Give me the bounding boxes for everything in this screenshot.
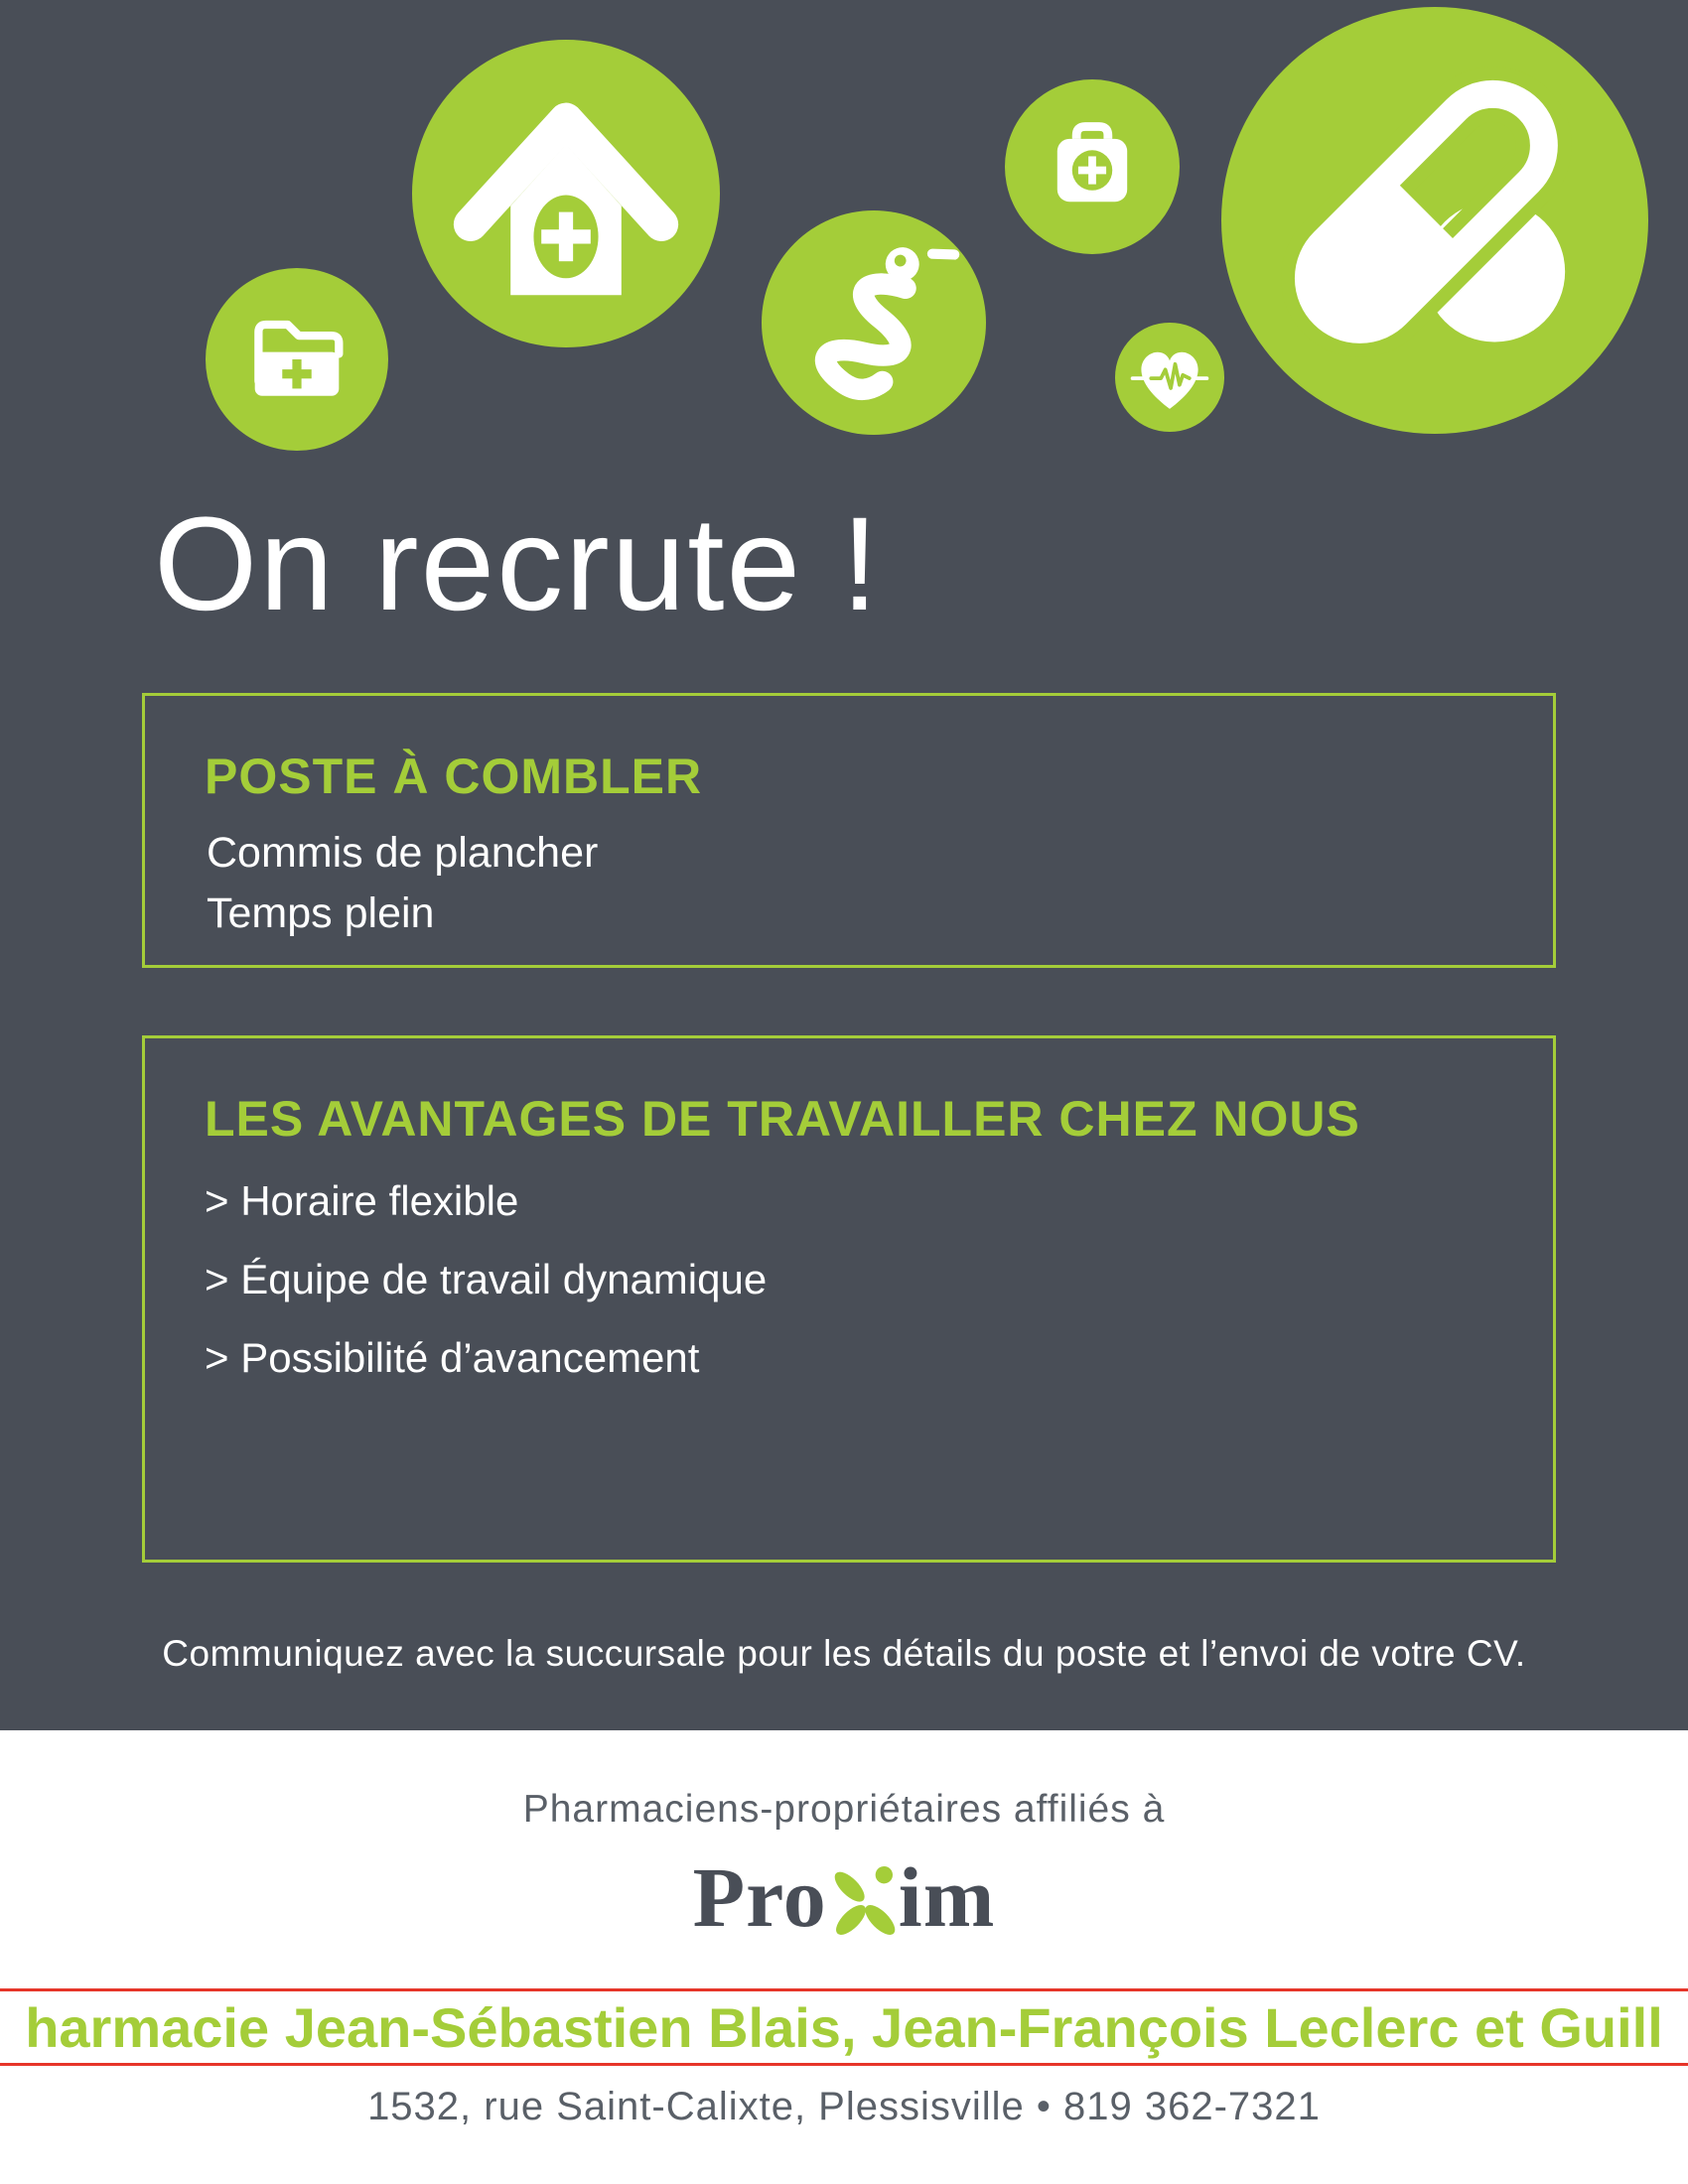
folder-plus-icon	[206, 268, 388, 451]
avantages-list	[205, 1177, 767, 1413]
avantage-item: > Possibilité d’avancement	[205, 1334, 700, 1381]
affiliation-text: Pharmaciens-propriétaires affiliés à	[522, 1788, 1166, 1831]
poste-box-lines	[207, 823, 598, 944]
capsule-pill-icon	[1221, 7, 1648, 434]
avantages-box	[142, 1035, 1556, 1563]
proxim-x-icon	[823, 1856, 903, 1936]
avantage-item: > Équipe de travail dynamique	[205, 1256, 768, 1302]
pharmacy-name-banner	[0, 1988, 1688, 2066]
poste-box-heading: POSTE À COMBLER	[205, 749, 703, 804]
caduceus-icon	[762, 210, 986, 435]
proxim-logo-post: im	[898, 1849, 996, 1945]
poste-line: Temps plein	[207, 889, 435, 937]
avantages-box-heading: LES AVANTAGES DE TRAVAILLER CHEZ NOUS	[205, 1091, 1360, 1147]
first-aid-kit-icon	[1005, 79, 1180, 254]
heartbeat-icon	[1115, 323, 1224, 432]
avantage-item: > Horaire flexible	[205, 1177, 519, 1224]
proxim-logo	[0, 1847, 1688, 1947]
page-title: On recrute !	[154, 490, 881, 638]
pharmacy-name: harmacie Jean-Sébastien Blais, Jean-François Leclerc et Guill	[25, 1995, 1663, 2059]
pharmacy-address: 1532, rue Saint-Calixte, Plessisville • 819 362-7321	[367, 2085, 1321, 2128]
house-medical-icon	[412, 40, 720, 347]
proxim-logo-pre: Pro	[692, 1849, 827, 1945]
poste-box	[142, 693, 1556, 968]
contact-note: Communiquez avec la succursale pour les détails du poste et l’envoi de votre CV.	[162, 1633, 1526, 1674]
poste-line: Commis de plancher	[207, 829, 599, 877]
